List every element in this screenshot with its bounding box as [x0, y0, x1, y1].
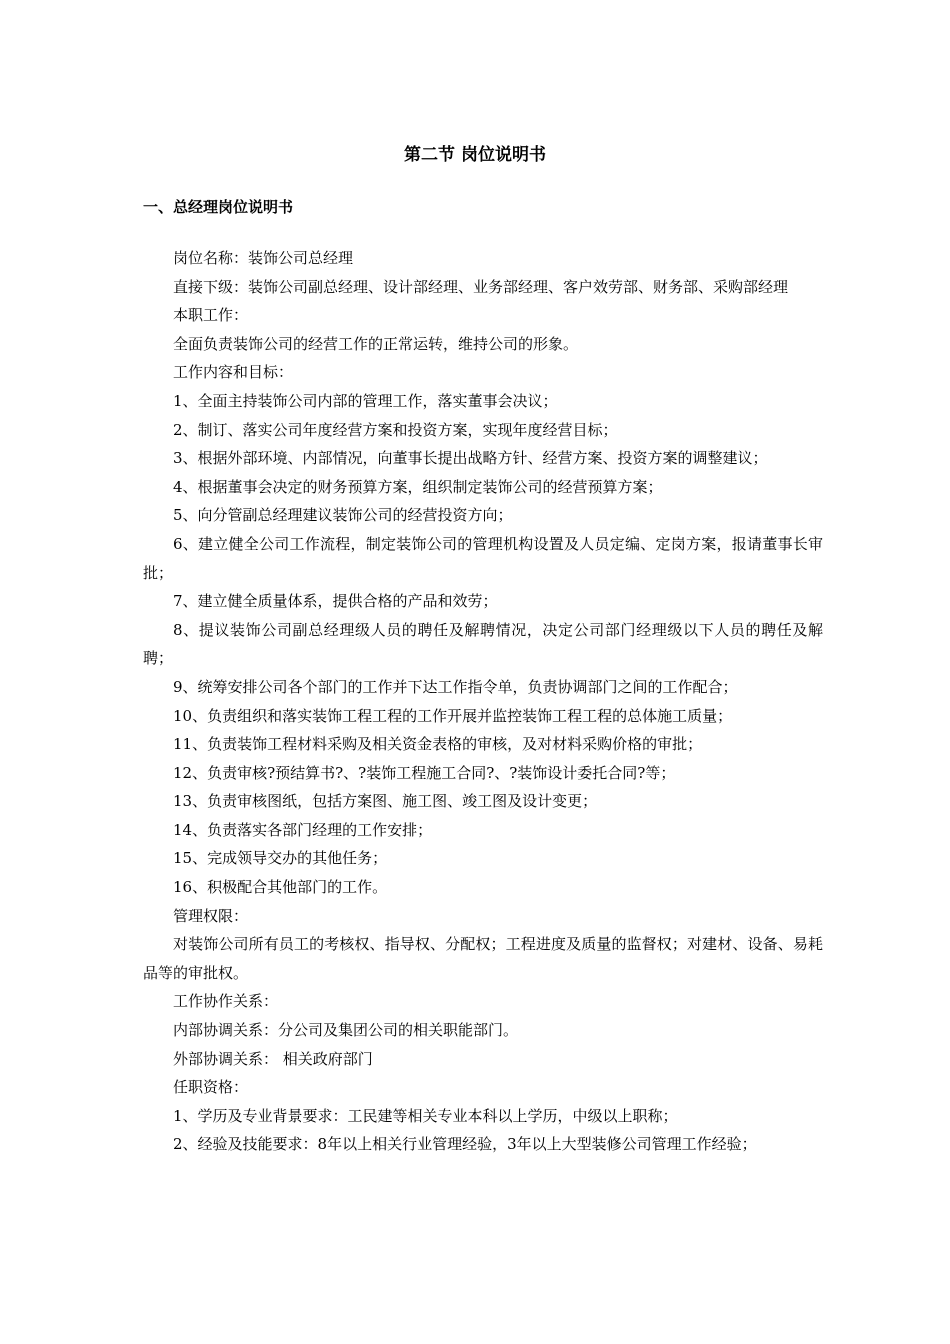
- paragraph: 10、负责组织和落实装饰工程工程的工作开展并监控装饰工程工程的总体施工质量；: [173, 706, 733, 725]
- paragraph: 8、提议装饰公司副总经理级人员的聘任及解聘情况，决定公司部门经理级以下人员的聘任及解聘；: [143, 620, 823, 668]
- paragraph: 1、全面主持装饰公司内部的管理工作，落实董事会决议；: [173, 391, 558, 410]
- paragraph: 12、负责审核?预结算书?、?装饰工程施工合同?、?装饰设计委托合同?等；: [173, 763, 676, 782]
- paragraph: 16、积极配合其他部门的工作。: [173, 878, 388, 897]
- paragraph: 工作协作关系：: [173, 992, 279, 1011]
- paragraph: 岗位名称：装饰公司总经理: [173, 249, 354, 267]
- paragraph: 3、根据外部环境、内部情况，向董事长提出战略方针、经营方案、投资方案的调整建议；: [173, 449, 768, 468]
- paragraph: 13、负责审核图纸，包括方案图、施工图、竣工图及设计变更；: [173, 792, 598, 811]
- section-title: 第二节 岗位说明书: [404, 145, 546, 165]
- document-body: [143, 244, 823, 1159]
- paragraph: 15、完成领导交办的其他任务；: [173, 849, 388, 868]
- paragraph: 1、学历及专业背景要求：工民建等相关专业本科以上学历，中级以上职称；: [173, 1106, 678, 1125]
- paragraph: 2、经验及技能要求：8年以上相关行业管理经验，3年以上大型装修公司管理工作经验；: [173, 1135, 757, 1154]
- paragraph: 14、负责落实各部门经理的工作安排；: [173, 820, 433, 839]
- paragraph: 6、建立健全公司工作流程，制定装饰公司的管理机构设置及人员定编、定岗方案，报请董事长审批；: [143, 534, 823, 582]
- paragraph: 2、制订、落实公司年度经营方案和投资方案，实现年度经营目标；: [173, 420, 618, 439]
- paragraph: 9、统筹安排公司各个部门的工作并下达工作指令单，负责协调部门之间的工作配合；: [173, 677, 738, 696]
- paragraph: 7、建立健全质量体系，提供合格的产品和效劳；: [173, 592, 498, 611]
- paragraph: 对装饰公司所有员工的考核权、指导权、分配权；工程进度及质量的监督权；对建材、设备、易耗品等的审批权。: [143, 935, 823, 982]
- paragraph: 5、向分管副总经理建议装饰公司的经营投资方向；: [173, 506, 513, 525]
- paragraph: 外部协调关系： 相关政府部门: [173, 1049, 373, 1068]
- paragraph: 本职工作：: [173, 306, 249, 325]
- paragraph: 4、根据董事会决定的财务预算方案，组织制定装饰公司的经营预算方案；: [173, 477, 663, 496]
- paragraph: 工作内容和目标：: [173, 363, 294, 382]
- paragraph: 11、负责装饰工程材料采购及相关资金表格的审核，及对材料采购价格的审批；: [173, 735, 703, 754]
- paragraph: 管理权限：: [173, 906, 249, 925]
- paragraph: 任职资格：: [173, 1078, 249, 1097]
- paragraph: 直接下级：装饰公司副总经理、设计部经理、业务部经理、客户效劳部、财务部、采购部经理: [173, 277, 789, 296]
- section-heading: 一、总经理岗位说明书: [143, 198, 294, 216]
- paragraph: 全面负责装饰公司的经营工作的正常运转，维持公司的形象。: [173, 334, 579, 353]
- paragraph: 内部协调关系：分公司及集团公司的相关职能部门。: [173, 1021, 519, 1040]
